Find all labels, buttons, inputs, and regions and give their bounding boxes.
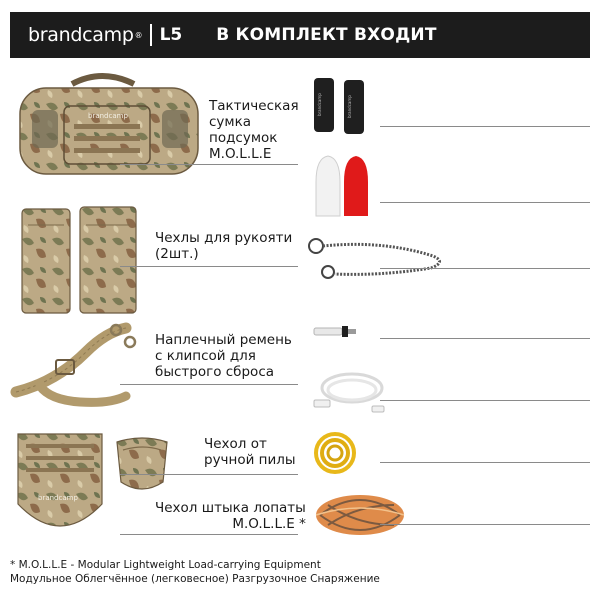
- brand-logo: brandcamp: [28, 24, 134, 46]
- svg-text:brandcamp: brandcamp: [317, 93, 322, 116]
- divider-line: [120, 266, 298, 267]
- divider-line: [120, 384, 298, 385]
- camo-saw-case-image: [113, 436, 171, 494]
- shovel-case-label: [155, 500, 306, 532]
- svg-text:brandcamp: brandcamp: [347, 95, 352, 118]
- shoulder-strap-image: [12, 320, 142, 410]
- label-line: быстрого сброса: [155, 364, 275, 380]
- label-line: Чехол штыка лопаты: [155, 500, 306, 516]
- diffuser-caps-image: [312, 154, 372, 218]
- saw-case-label: [204, 436, 296, 468]
- divider-line: [380, 126, 590, 127]
- footnote-line: * M.O.L.L.E - Modular Lightweight Load-carrying Equipment: [10, 559, 321, 571]
- label-line: Чехол от: [204, 436, 267, 452]
- footnote: [10, 558, 380, 586]
- divider-line: [120, 474, 298, 475]
- model-name: L5: [159, 25, 183, 45]
- label-line: ручной пилы: [204, 452, 296, 468]
- tourniquet-image: [312, 430, 358, 476]
- label-line: M.O.L.L.E *: [232, 516, 306, 532]
- label-line: Наплечный ремень: [155, 332, 292, 348]
- camo-handle-covers-image: [20, 205, 140, 315]
- screwdriver-case-image: [312, 322, 358, 342]
- chain-hand-saw-image: [306, 236, 456, 280]
- tactical-bag-label: [209, 98, 299, 162]
- header-divider: [150, 24, 152, 46]
- divider-line: [380, 400, 590, 401]
- label-line: подсумок: [209, 130, 278, 146]
- handle-covers-label: [155, 230, 292, 262]
- label-line: сумка: [209, 114, 252, 130]
- shoulder-strap-label: [155, 332, 292, 380]
- camo-tactical-bag-image: [14, 70, 204, 185]
- svg-text:brandcamp: brandcamp: [38, 494, 78, 502]
- label-line: M.O.L.L.E: [209, 146, 272, 162]
- page-title: В КОМПЛЕКТ ВХОДИТ: [216, 25, 437, 45]
- divider-line: [120, 534, 298, 535]
- header-bar: [10, 12, 590, 58]
- divider-line: [380, 524, 590, 525]
- divider-line: [380, 462, 590, 463]
- footnote-line: Модульное Облегчённое (легковесное) Разгрузочное Снаряжение: [10, 573, 380, 585]
- label-line: (2шт.): [155, 246, 199, 262]
- divider-line: [120, 164, 298, 165]
- label-line: Тактическая: [209, 98, 299, 114]
- divider-line: [380, 338, 590, 339]
- camo-shovel-case-image: [14, 430, 106, 545]
- label-line: Чехлы для рукояти: [155, 230, 293, 246]
- label-line: с клипсой для: [155, 348, 256, 364]
- neoprene-covers-image: [312, 76, 368, 136]
- divider-line: [380, 202, 590, 203]
- svg-text:brandcamp: brandcamp: [88, 112, 128, 120]
- divider-line: [380, 268, 590, 269]
- registered-mark: ®: [134, 30, 143, 40]
- paracord-image: [310, 490, 408, 540]
- usb-cable-image: [312, 366, 390, 418]
